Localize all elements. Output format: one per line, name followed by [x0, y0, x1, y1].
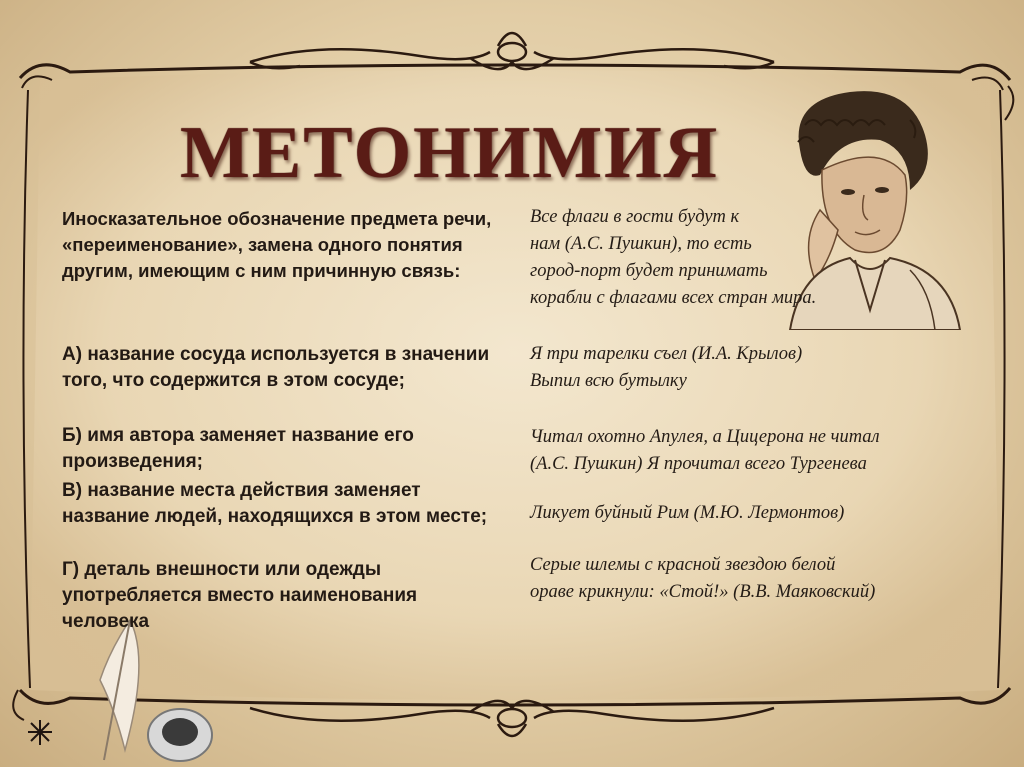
example-line: Я три тарелки съел (И.А. Крылов) — [530, 344, 803, 364]
example-flags — [530, 204, 970, 312]
example-krylov — [530, 341, 970, 395]
example-line: Выпил всю бутылку — [530, 371, 687, 391]
example-line: корабли с флагами всех стран мира. — [530, 288, 817, 308]
example-line: Все флаги в гости будут к — [530, 207, 740, 227]
example-rome — [530, 500, 970, 527]
inkwell-icon — [148, 709, 212, 761]
example-line: ораве крикнули: «Стой!» (В.В. Маяковский) — [530, 582, 876, 602]
item-a: А) название сосуда используется в значении того, что содержится в этом сосуде; — [62, 344, 490, 391]
example-helmets — [530, 552, 970, 606]
example-line: Читал охотно Апулея, а Цицерона не читал — [530, 427, 880, 447]
item-b: Б) имя автора заменяет название его произведения; — [62, 425, 414, 472]
item-d: Г) деталь внешности или одежды употребляется вместо наименования человека — [62, 559, 418, 632]
item-c: В) название места действия заменяет название людей, находящихся в этом месте; — [62, 480, 488, 527]
example-line: город-порт будет принимать — [530, 261, 768, 281]
definition-text: Иносказательное обозначение предмета речи, «переименование», замена одного понятия другим, имеющим с ним причинную связь: — [62, 208, 492, 281]
example-apuleius — [530, 424, 970, 478]
example-line: (А.С. Пушкин) Я прочитал всего Тургенева — [530, 454, 867, 474]
slide-title: МЕТОНИМИЯ — [180, 112, 720, 194]
example-line: Ликует буйный Рим (М.Ю. Лермонтов) — [530, 503, 845, 523]
example-line: Серые шлемы с красной звездою белой — [530, 555, 836, 575]
example-line: нам (А.С. Пушкин), то есть — [530, 234, 752, 254]
